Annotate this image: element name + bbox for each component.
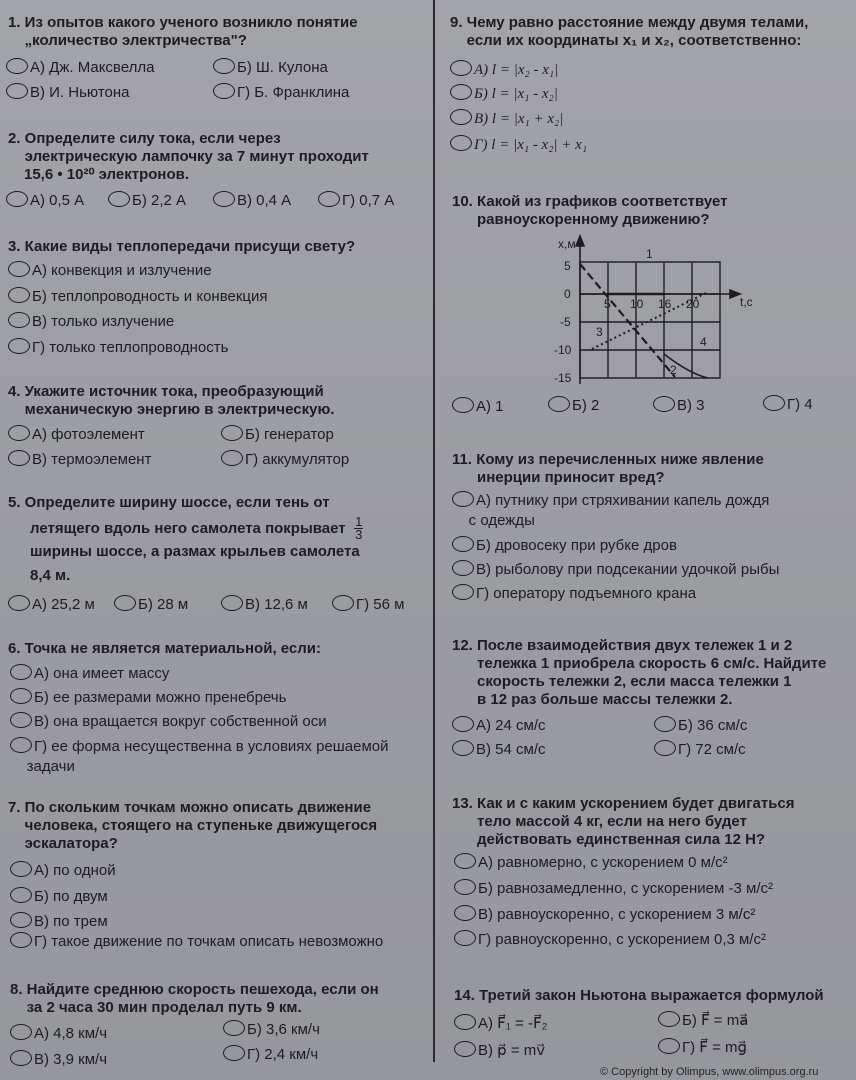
q9-option-d[interactable]: Г) l = |x₁ - x₂| + x₁ <box>450 135 587 155</box>
question-5-text: 5. Определите ширину шоссе, если тень от <box>8 494 330 511</box>
y-tick-minus-15: -15 <box>554 371 572 385</box>
radio-circle-icon[interactable] <box>654 740 676 756</box>
radio-circle-icon[interactable] <box>10 737 32 753</box>
radio-circle-icon[interactable] <box>318 191 340 207</box>
radio-circle-icon[interactable] <box>332 595 354 611</box>
radio-circle-icon[interactable] <box>10 932 32 948</box>
radio-circle-icon[interactable] <box>213 58 235 74</box>
question-10 <box>452 193 728 229</box>
radio-circle-icon[interactable] <box>108 191 130 207</box>
q2-option-d[interactable]: Г) 0,7 А <box>318 191 394 211</box>
q3-option-a[interactable]: А) конвекция и излучение <box>8 261 212 281</box>
q3-option-b[interactable]: Б) теплопроводность и конвекция <box>8 287 268 307</box>
radio-circle-icon[interactable] <box>213 191 235 207</box>
question-5-text-line3: ширины шоссе, а размах крыльев самолета <box>30 543 360 560</box>
q5-option-b[interactable]: Б) 28 м <box>114 595 188 615</box>
q11-option-a[interactable]: А) путнику при стряхивании капель дождя с одежды <box>452 491 769 531</box>
question-2-text: 2. Определите силу тока, если через электрическую лампочку за 7 минут проходит <box>8 130 369 165</box>
radio-circle-icon[interactable] <box>221 595 243 611</box>
radio-circle-icon[interactable] <box>450 84 472 100</box>
x-tick-5: 5 <box>604 297 611 311</box>
q10-option-b[interactable]: Б) 2 <box>548 396 599 416</box>
radio-circle-icon[interactable] <box>6 58 28 74</box>
radio-circle-icon[interactable] <box>223 1020 245 1036</box>
question-9-text: 9. Чему равно расстояние между двумя телами, если их координаты x₁ и x₂, соответственно: <box>450 14 809 49</box>
graph-line-dashed <box>580 264 675 377</box>
q1-option-a[interactable]: А) Дж. Максвелла <box>6 58 154 78</box>
question-2-text-continued: 15,6 • 10²⁰ электронов. <box>24 166 190 183</box>
question-12 <box>452 637 826 709</box>
question-5 <box>8 494 363 585</box>
question-13 <box>452 795 795 849</box>
radio-circle-icon[interactable] <box>8 450 30 466</box>
x-tick-20: 20 <box>686 297 700 311</box>
radio-circle-icon[interactable] <box>10 712 32 728</box>
copyright-footer: © Copyright by Olimpus, www.olimpus.org.ru <box>600 1066 819 1078</box>
radio-circle-icon[interactable] <box>454 930 476 946</box>
q13-option-d[interactable]: Г) равноускоренно, с ускорением 0,3 м/с² <box>454 930 766 950</box>
q14-option-d[interactable]: Г) F⃗ = mg⃗ <box>658 1038 747 1058</box>
y-tick-0: 0 <box>564 287 571 301</box>
q6-option-c[interactable]: В) она вращается вокруг собственной оси <box>10 712 327 732</box>
q1-option-b[interactable]: Б) Ш. Кулона <box>213 58 328 78</box>
radio-circle-icon[interactable] <box>8 338 30 354</box>
radio-circle-icon[interactable] <box>8 312 30 328</box>
fraction-one-third: $\frac{1}{3}$ <box>355 514 363 542</box>
q4-option-b[interactable]: Б) генератор <box>221 425 334 445</box>
q4-option-a[interactable]: А) фотоэлемент <box>8 425 145 445</box>
question-2 <box>8 130 369 184</box>
q7-option-b[interactable]: Б) по двум <box>10 887 108 907</box>
radio-circle-icon[interactable] <box>10 912 32 928</box>
radio-circle-icon[interactable] <box>454 1014 476 1030</box>
radio-circle-icon[interactable] <box>452 740 474 756</box>
y-tick-minus-5: -5 <box>560 315 571 329</box>
question-6-text: 6. Точка не является материальной, если: <box>8 640 322 657</box>
question-11-text: 11. Кому из перечисленных ниже явление инерции приносит вред? <box>452 451 764 486</box>
question-5-text-line4: 8,4 м. <box>30 567 71 584</box>
q6-option-b[interactable]: Б) ее размерами можно пренебречь <box>10 688 286 708</box>
q13-option-c[interactable]: В) равноускоренно, с ускорением 3 м/с² <box>454 905 755 925</box>
radio-circle-icon[interactable] <box>452 397 474 413</box>
radio-circle-icon[interactable] <box>658 1038 680 1054</box>
q7-option-c[interactable]: В) по трем <box>10 912 108 932</box>
q12-option-c[interactable]: В) 54 см/с <box>452 740 546 760</box>
y-tick-5: 5 <box>564 259 571 273</box>
radio-circle-icon[interactable] <box>653 396 675 412</box>
radio-circle-icon[interactable] <box>450 135 472 151</box>
question-13-text: 13. Как и с каким ускорением будет двигаться тело массой 4 кг, если на него будет действовать единственная сила 12 Н? <box>452 795 795 848</box>
radio-circle-icon[interactable] <box>10 688 32 704</box>
radio-circle-icon[interactable] <box>10 887 32 903</box>
graph-line-label-4: 4 <box>700 335 707 349</box>
question-4-text: 4. Укажите источник тока, преобразующий механическую энергию в электрическую. <box>8 383 335 418</box>
question-8-text: 8. Найдите среднюю скорость пешехода, если он за 2 часа 30 мин проделал путь 9 км. <box>10 981 379 1016</box>
q4-option-c[interactable]: В) термоэлемент <box>8 450 151 470</box>
q3-option-d[interactable]: Г) только теплопроводность <box>8 338 228 358</box>
radio-circle-icon[interactable] <box>454 879 476 895</box>
radio-circle-icon[interactable] <box>450 109 472 125</box>
y-axis-label: x,м <box>558 237 576 251</box>
radio-circle-icon[interactable] <box>6 83 28 99</box>
q9-option-c[interactable]: В) l = |x₁ + x₂| <box>450 109 563 129</box>
x-tick-10: 10 <box>630 297 644 311</box>
radio-circle-icon[interactable] <box>223 1045 245 1061</box>
graph-line-label-1: 1 <box>646 247 653 261</box>
radio-circle-icon[interactable] <box>221 425 243 441</box>
radio-circle-icon[interactable] <box>654 716 676 732</box>
radio-circle-icon[interactable] <box>8 425 30 441</box>
radio-circle-icon[interactable] <box>8 287 30 303</box>
question-14 <box>454 987 824 1005</box>
q11-option-d[interactable]: Г) оператору подъемного крана <box>452 584 696 604</box>
radio-circle-icon[interactable] <box>6 191 28 207</box>
x-axis-label: t,с <box>740 295 753 309</box>
q6-option-d[interactable]: Г) ее форма несущественна в условиях решаемой задачи <box>10 737 389 777</box>
x-tick-16: 16 <box>658 297 672 311</box>
radio-circle-icon[interactable] <box>10 861 32 877</box>
question-12-text: 12. После взаимодействия двух тележек 1 и 2 тележка 1 приобрела скорость 6 см/с. Найдите скорость тележки 2, если масса тележки 1 в 12 раз больше массы тележки 2. <box>452 637 827 708</box>
question-6 <box>8 640 321 658</box>
question-1 <box>8 14 358 50</box>
radio-circle-icon[interactable] <box>450 60 472 76</box>
radio-circle-icon[interactable] <box>10 664 32 680</box>
question-3 <box>8 238 355 256</box>
question-14-text: 14. Третий закон Ньютона выражается формулой <box>454 987 824 1004</box>
radio-circle-icon[interactable] <box>114 595 136 611</box>
q6-option-a[interactable]: А) она имеет массу <box>10 664 169 684</box>
y-tick-minus-10: -10 <box>554 343 572 357</box>
question-1-text: 1. Из опытов какого ученого возникло понятие „количество электричества"? <box>8 14 358 49</box>
q8-option-d[interactable]: Г) 2,4 км/ч <box>223 1045 318 1065</box>
question-10-text: 10. Какой из графиков соответствует равноускоренному движению? <box>452 193 728 228</box>
question-8 <box>10 981 379 1017</box>
q7-option-a[interactable]: А) по одной <box>10 861 116 881</box>
q9-option-a[interactable]: А) l = |x₂ - x₁| <box>450 60 558 80</box>
q10-option-c[interactable]: В) 3 <box>653 396 705 416</box>
radio-circle-icon[interactable] <box>454 905 476 921</box>
radio-circle-icon[interactable] <box>548 396 570 412</box>
motion-graph <box>540 234 770 394</box>
graph-grid <box>580 262 720 378</box>
q8-option-a[interactable]: А) 4,8 км/ч <box>10 1024 107 1044</box>
radio-circle-icon[interactable] <box>452 491 474 507</box>
q1-option-c[interactable]: В) И. Ньютона <box>6 83 130 103</box>
question-4 <box>8 383 334 419</box>
question-7-text: 7. По скольким точкам можно описать движение человека, стоящего на ступеньке движущегося эскалатора? <box>8 799 378 852</box>
radio-circle-icon[interactable] <box>454 1041 476 1057</box>
q13-option-b[interactable]: Б) равнозамедленно, с ускорением -3 м/с² <box>454 879 773 899</box>
q5-option-c[interactable]: В) 12,6 м <box>221 595 308 615</box>
q9-option-b[interactable]: Б) l = |x₁ - x₂| <box>450 84 558 104</box>
q12-option-a[interactable]: А) 24 см/с <box>452 716 546 736</box>
radio-circle-icon[interactable] <box>452 560 474 576</box>
radio-circle-icon[interactable] <box>221 450 243 466</box>
q14-option-b[interactable]: Б) F⃗ = ma⃗ <box>658 1011 748 1031</box>
question-5-text-line2: летящего вдоль него самолета покрывает <box>30 519 346 537</box>
q7-option-d[interactable]: Г) такое движение по точкам описать невозможно <box>10 932 383 952</box>
q14-option-a[interactable]: А) F⃗₁ = -F⃗₂ <box>454 1014 547 1034</box>
radio-circle-icon[interactable] <box>452 584 474 600</box>
radio-circle-icon[interactable] <box>213 83 235 99</box>
q14-option-c[interactable]: В) p⃗ = mv⃗ <box>454 1041 545 1061</box>
q2-option-b[interactable]: Б) 2,2 А <box>108 191 186 211</box>
q5-option-d[interactable]: Г) 56 м <box>332 595 404 615</box>
question-7 <box>8 799 377 853</box>
q2-option-a[interactable]: А) 0,5 А <box>6 191 84 211</box>
q12-option-b[interactable]: Б) 36 см/с <box>654 716 747 736</box>
radio-circle-icon[interactable] <box>10 1024 32 1040</box>
q12-option-d[interactable]: Г) 72 см/с <box>654 740 746 760</box>
q10-option-d[interactable]: Г) 4 <box>763 395 813 415</box>
graph-line-label-3: 3 <box>596 325 603 339</box>
radio-circle-icon[interactable] <box>10 1050 32 1066</box>
radio-circle-icon[interactable] <box>454 853 476 869</box>
question-9 <box>450 14 808 50</box>
q2-option-c[interactable]: В) 0,4 А <box>213 191 291 211</box>
q10-option-a[interactable]: А) 1 <box>452 397 504 417</box>
q5-option-a[interactable]: А) 25,2 м <box>8 595 95 615</box>
radio-circle-icon[interactable] <box>763 395 785 411</box>
question-3-text: 3. Какие виды теплопередачи присущи свету? <box>8 238 356 255</box>
radio-circle-icon[interactable] <box>452 536 474 552</box>
column-divider <box>433 0 435 1062</box>
radio-circle-icon[interactable] <box>8 595 30 611</box>
q4-option-d[interactable]: Г) аккумулятор <box>221 450 349 470</box>
radio-circle-icon[interactable] <box>452 716 474 732</box>
q3-option-c[interactable]: В) только излучение <box>8 312 174 332</box>
question-11 <box>452 451 764 487</box>
graph-line-label-2: 2 <box>670 363 677 377</box>
q13-option-a[interactable]: А) равномерно, с ускорением 0 м/с² <box>454 853 728 873</box>
radio-circle-icon[interactable] <box>658 1011 680 1027</box>
q11-option-b[interactable]: Б) дровосеку при рубке дров <box>452 536 677 556</box>
q8-option-b[interactable]: Б) 3,6 км/ч <box>223 1020 320 1040</box>
q11-option-c[interactable]: В) рыболову при подсекании удочкой рыбы <box>452 560 779 580</box>
q1-option-d[interactable]: Г) Б. Франклина <box>213 83 349 103</box>
radio-circle-icon[interactable] <box>8 261 30 277</box>
q8-option-c[interactable]: В) 3,9 км/ч <box>10 1050 107 1070</box>
